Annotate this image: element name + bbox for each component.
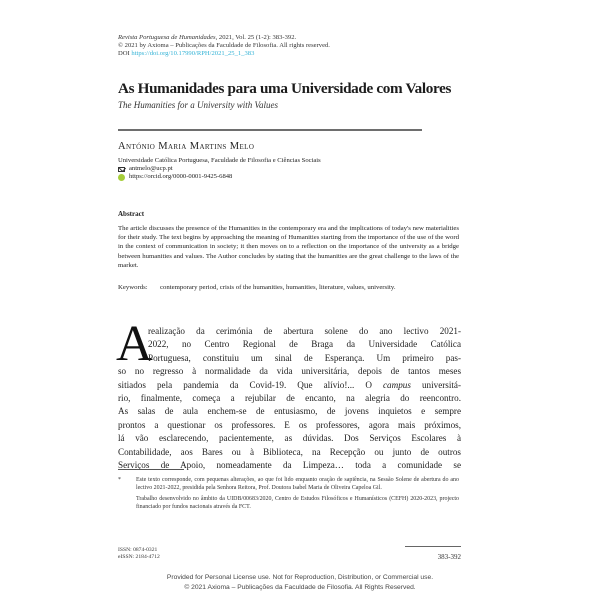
- issn: ISSN: 0874-0321: [118, 547, 158, 553]
- footnote-divider: [118, 469, 184, 470]
- email-row: [118, 165, 321, 173]
- body-line: Contabilidade, aos Bares ou à Biblioteca, na Recepção ou junto de outros: [118, 446, 461, 457]
- author-name: António Maria Martins Melo: [118, 141, 255, 152]
- body-line-part: sitiados pela pandemia da Covid-19. Que alívio!... O: [118, 379, 383, 390]
- journal-name: Revista Portuguesa de Humanidades: [118, 34, 216, 41]
- article-title: As Humanidades para uma Universidade com Valores: [118, 80, 452, 97]
- license-line-1: Provided for Personal License use. Not for Reproduction, Distribution, or Commercial use.: [166, 574, 434, 581]
- body-line: rio, finalmente, começa a rejubilar de encanto, na alegria do reencontro.: [118, 392, 461, 403]
- body-line: As salas de aula enchem-se de entusiasmo, de jovens inquietos e sempre: [118, 406, 461, 417]
- affiliation: [118, 157, 321, 165]
- orcid-icon: [118, 174, 125, 181]
- doi-line: [118, 50, 448, 58]
- keywords: [118, 284, 459, 293]
- campus-word: campus: [383, 379, 411, 390]
- doi-link[interactable]: https://doi.org/10.17990/RPH/2021_25_1_383: [131, 50, 255, 58]
- envelope-icon: [118, 167, 125, 172]
- page-range: 383-392: [437, 553, 461, 561]
- abstract-heading: Abstract: [118, 210, 145, 218]
- title-divider: [118, 129, 422, 131]
- footnote-mark: *: [118, 477, 121, 483]
- issn-block: [118, 547, 160, 561]
- keywords-label: Keywords:: [118, 284, 148, 291]
- body-line: lá vão esclarecendo, pacientemente, as dúvidas. Dos Serviços Escolares à: [118, 433, 461, 444]
- footnote-1: [118, 477, 459, 492]
- body-line: Serviços de Apoio, nomeadamente da Limpeza… toda a comunidade se: [118, 459, 461, 470]
- orcid-link[interactable]: https://orcid.org/0000-0001-9425-6848: [129, 173, 233, 181]
- license-notice: [0, 573, 600, 592]
- pages-divider: [405, 546, 461, 547]
- author-details: [118, 157, 321, 182]
- footnotes: [118, 477, 459, 511]
- affiliation-text: Universidade Católica Portuguesa, Faculdade de Filosofia e Ciências Sociais: [118, 157, 321, 164]
- citation-line: [118, 34, 448, 42]
- keywords-values: contemporary period, crisis of the humanities, humanities, literature, values, university.: [160, 284, 396, 291]
- footnote-text: Este texto corresponde, com pequenas alterações, ao que foi lido enquanto oração de sapiência, na Sessão Solene de abertura do ano lectivo 2021-2022, presidida pela Senhora Reitora, Prof. Doutora Isabel Maria de Oliveira Capeloa Gil.: [136, 477, 459, 491]
- body-line: realização da cerimónia de abertura solene do ano lectivo 2021-: [148, 326, 461, 336]
- journal-header: [118, 34, 448, 59]
- abstract-text: The article discusses the presence of the Humanities in the contemporary era and the implications of today's new materialities for their study. The text begins by approaching the meaning of Humanities starting from the importance of the use of the word in the context of communication in society; it then moves on to a reflection on the importance of the university as a bridge between humanities and values. The Author concludes by stating that the humanities are the great challenge to the laws of the market.: [118, 225, 459, 269]
- body-line-part: universitá-: [410, 379, 461, 390]
- citation-details: , 2021, Vol. 25 (1-2): 383-392.: [215, 34, 297, 41]
- orcid-row: [118, 173, 321, 181]
- copyright-line: © 2021 by Axioma – Publicações da Faculdade de Filosofia. All rights reserved.: [118, 42, 330, 50]
- article-subtitle: The Humanities for a University with Values: [118, 100, 278, 110]
- body-line: 2022, no Centro Regional de Braga da Universidade Católica: [148, 339, 461, 350]
- license-line-2: © 2021 Axioma – Publicações da Faculdade de Filosofia. All Rights Reserved.: [184, 583, 416, 591]
- body-line: [118, 379, 461, 392]
- email-link[interactable]: antmelo@ucp.pt: [129, 165, 173, 173]
- body-text: [118, 325, 461, 472]
- eissn: eISSN: 2184-4712: [118, 553, 160, 560]
- footnote-2: Trabalho desenvolvido no âmbito da UIDB/00683/2020, Centro de Estudos Filosóficos e Humanísticos (CEFH) 2020-2023, projecto financiado por fundos nacionais através da FCT.: [136, 496, 459, 510]
- drop-cap: A: [116, 316, 153, 372]
- body-line: so no regresso à normalidade da vida universitária, depois de tantos meses: [118, 366, 461, 377]
- body-line: prontos a questionar os professores. E os professores, agora mais próximos,: [118, 419, 461, 430]
- body-line: Portuguesa, constituiu um sinal de Esperança. Um primeiro pas-: [148, 352, 461, 363]
- doi-label: DOI: [118, 50, 130, 58]
